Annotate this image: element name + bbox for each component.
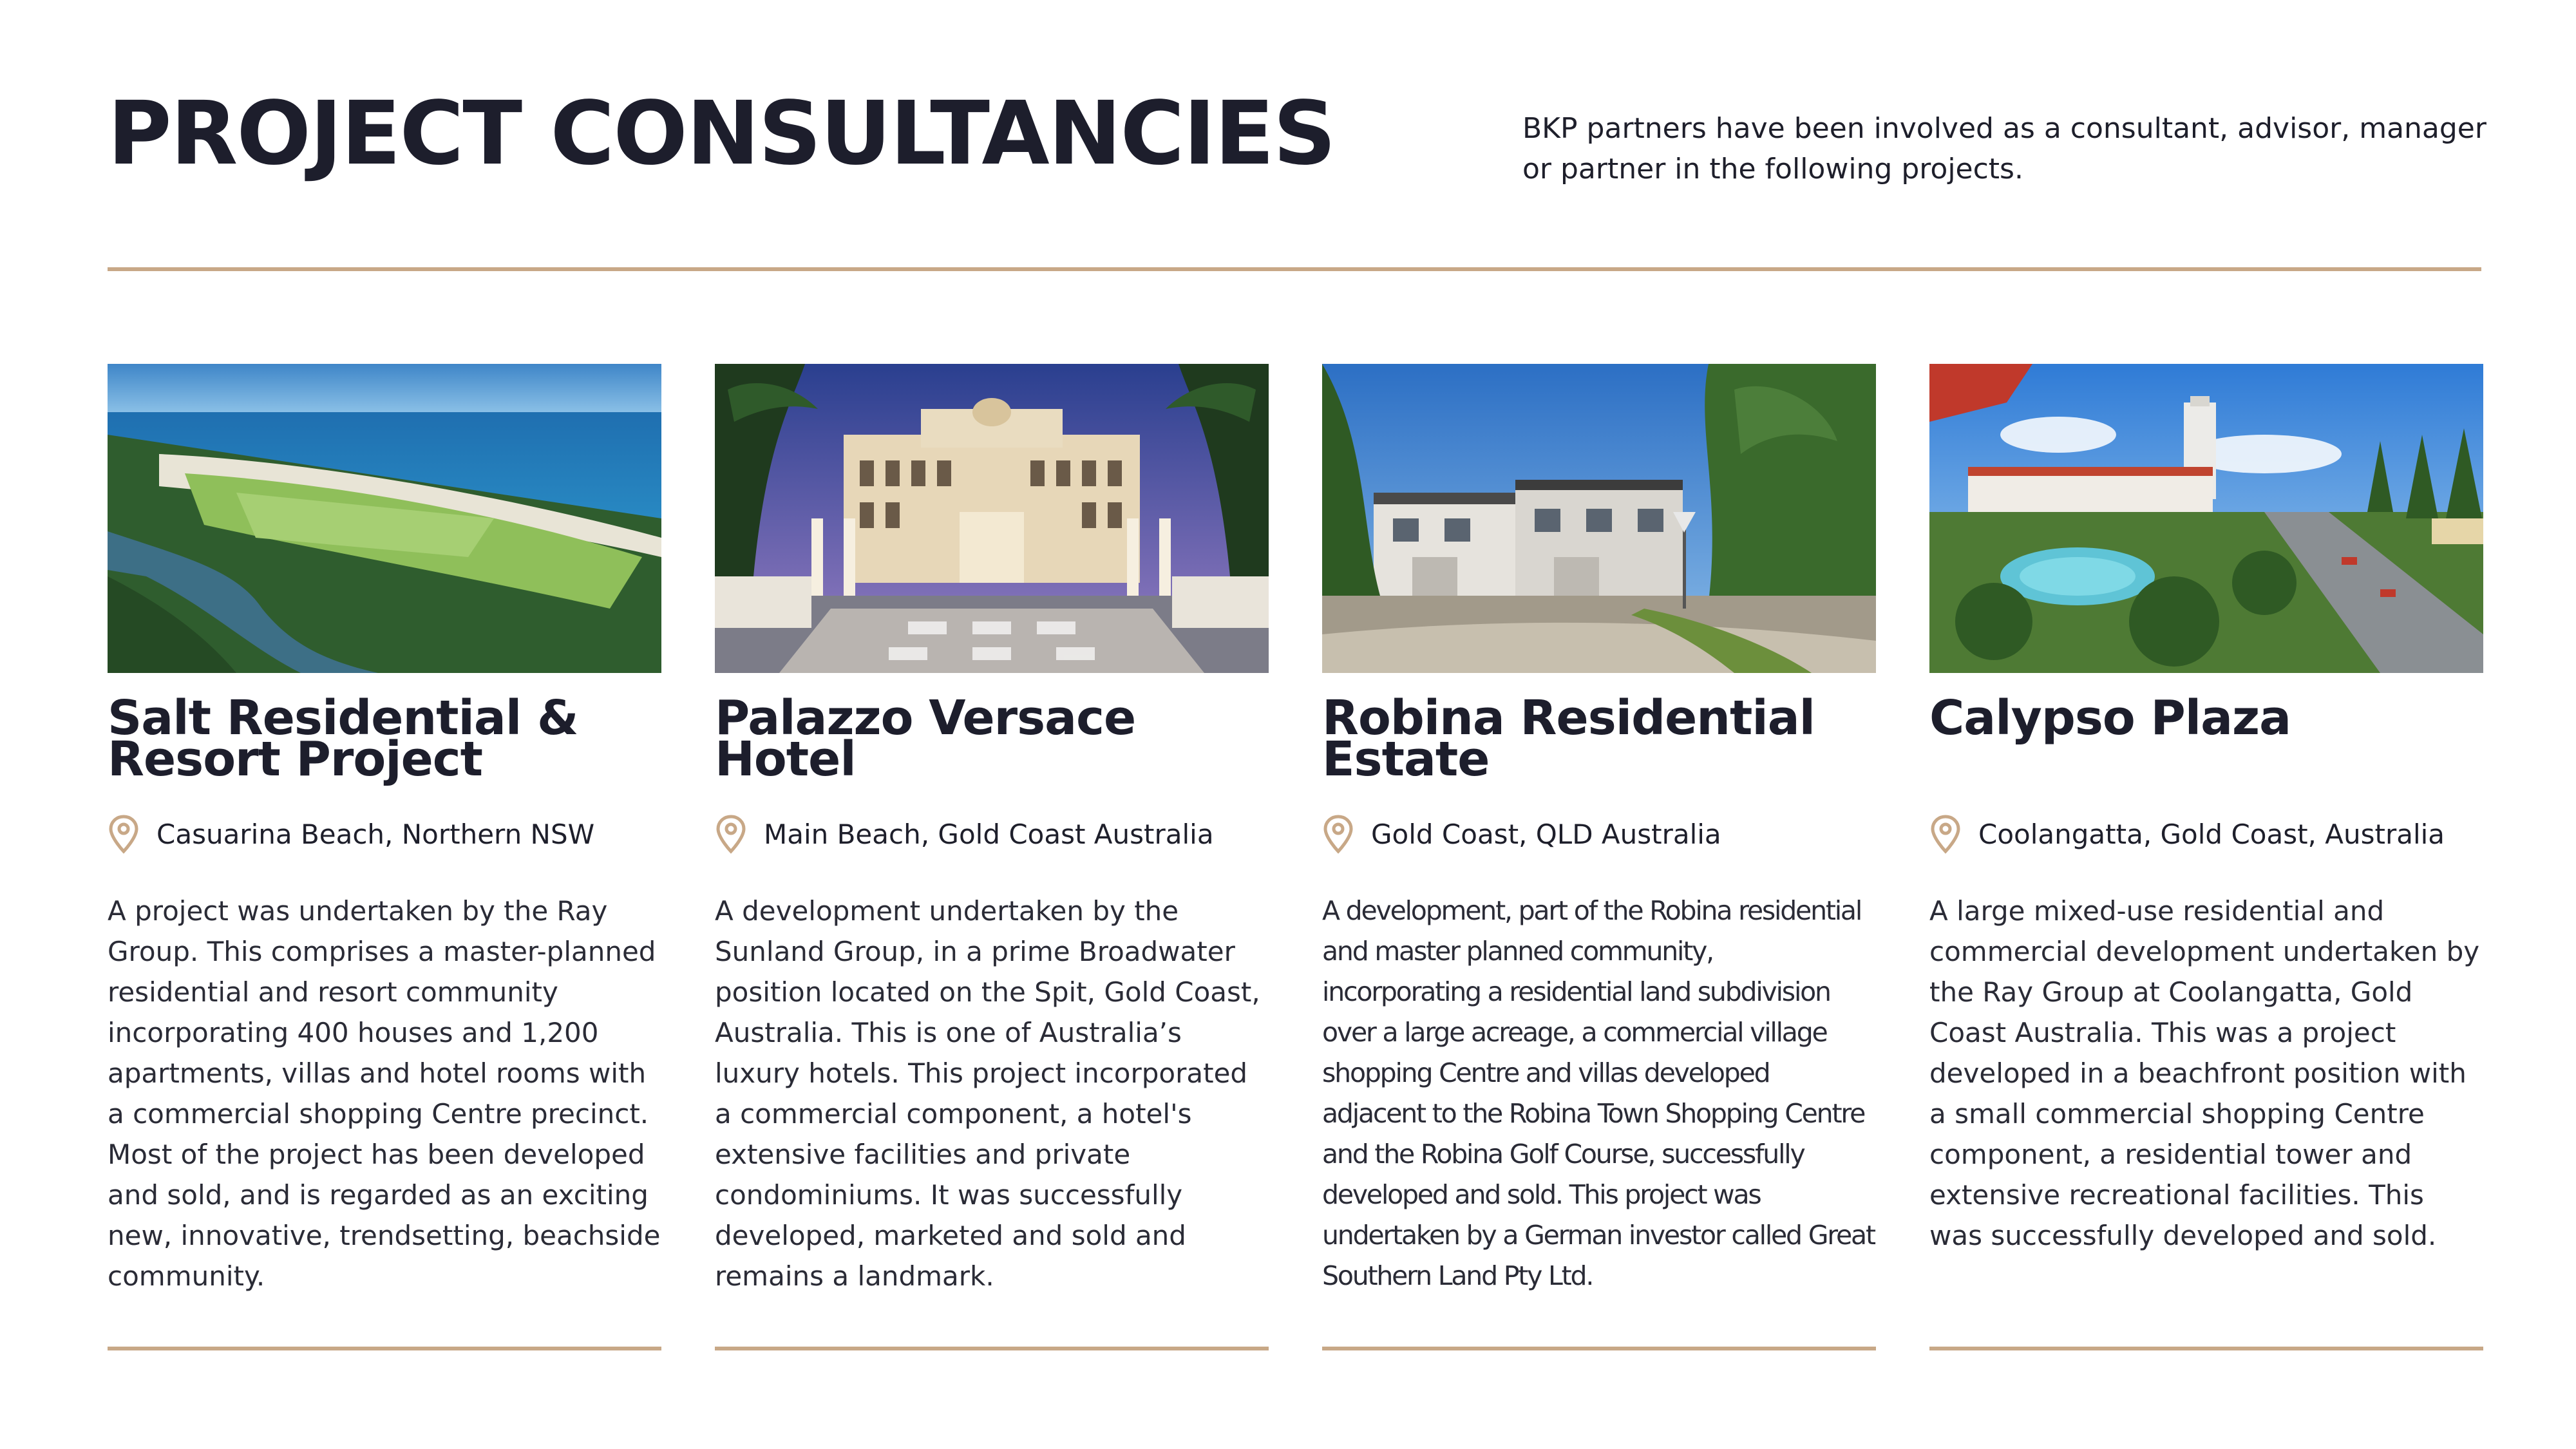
project-description: A development, part of the Robina residential and master planned community, incorporating a residential land subdivision over a large acreage, a commercial village shopping Centre and villas developed adjacent to the Robina Town Shopping Centre and the Robina Golf Course, successfully developed and sold. This project was undertaken by a German investor called Great Southern Land Pty Ltd. bbox=[1322, 895, 1875, 1291]
project-title: Calypso Plaza bbox=[1929, 690, 2291, 746]
project-description: A project was undertaken by the Ray Group. This comprises a master-planned residential and resort community incorporating 400 houses and 1,200 apartments, villas and hotel rooms with a commercial shopping Centre precinct. Most of the project has been developed and sold, and is regarded as an exciting new, innovative, trendsetting, beachside community. bbox=[108, 895, 661, 1292]
map-pin-icon bbox=[715, 814, 747, 854]
card-divider bbox=[1929, 1347, 2483, 1350]
map-pin-icon bbox=[108, 814, 140, 854]
project-location bbox=[1322, 815, 1876, 853]
card-divider bbox=[108, 1347, 661, 1350]
project-location bbox=[715, 815, 1269, 853]
project-location-text: Main Beach, Gold Coast Australia bbox=[764, 818, 1214, 850]
project-photo-calypso bbox=[1929, 364, 2483, 673]
map-pin-icon bbox=[1322, 814, 1354, 854]
project-location bbox=[1929, 815, 2483, 853]
project-location-text: Casuarina Beach, Northern NSW bbox=[156, 818, 595, 850]
project-photo-salt bbox=[108, 364, 661, 673]
project-card-palazzo bbox=[715, 364, 1269, 1356]
project-location-text: Gold Coast, QLD Australia bbox=[1371, 818, 1721, 850]
page-title: PROJECT CONSULTANCIES bbox=[108, 83, 1335, 185]
project-description: A large mixed-use residential and commercial development undertaken by the Ray Group at Coolangatta, Gold Coast Australia. This was a project developed in a beachfront position with a small commercial shopping Centre component, a residential tower and extensive recreational facilities. This was successfully developed and sold. bbox=[1929, 895, 2480, 1251]
project-description: A development undertaken by the Sunland Group, in a prime Broadwater position located on the Spit, Gold Coast, Australia. This is one of Australia’s luxury hotels. This project incorporated a commercial component, a hotel's extensive facilities and private condominiums. It was successfully developed, marketed and sold and remains a landmark. bbox=[715, 895, 1260, 1292]
card-divider bbox=[1322, 1347, 1876, 1350]
header-divider bbox=[108, 267, 2481, 271]
project-card-salt bbox=[108, 364, 661, 1356]
intro-text: BKP partners have been involved as a consultant, advisor, manager or partner in the following projects. bbox=[1522, 112, 2486, 185]
card-divider bbox=[715, 1347, 1269, 1350]
project-title: Palazzo Versace Hotel bbox=[715, 690, 1136, 787]
project-title: Robina Residential Estate bbox=[1322, 690, 1815, 787]
project-location-text: Coolangatta, Gold Coast, Australia bbox=[1978, 818, 2445, 850]
project-photo-robina bbox=[1322, 364, 1876, 673]
project-card-calypso bbox=[1929, 364, 2483, 1356]
project-location bbox=[108, 815, 661, 853]
project-title: Salt Residential & Resort Project bbox=[108, 690, 578, 787]
project-card-robina bbox=[1322, 364, 1876, 1356]
map-pin-icon bbox=[1929, 814, 1962, 854]
project-photo-palazzo bbox=[715, 364, 1269, 673]
